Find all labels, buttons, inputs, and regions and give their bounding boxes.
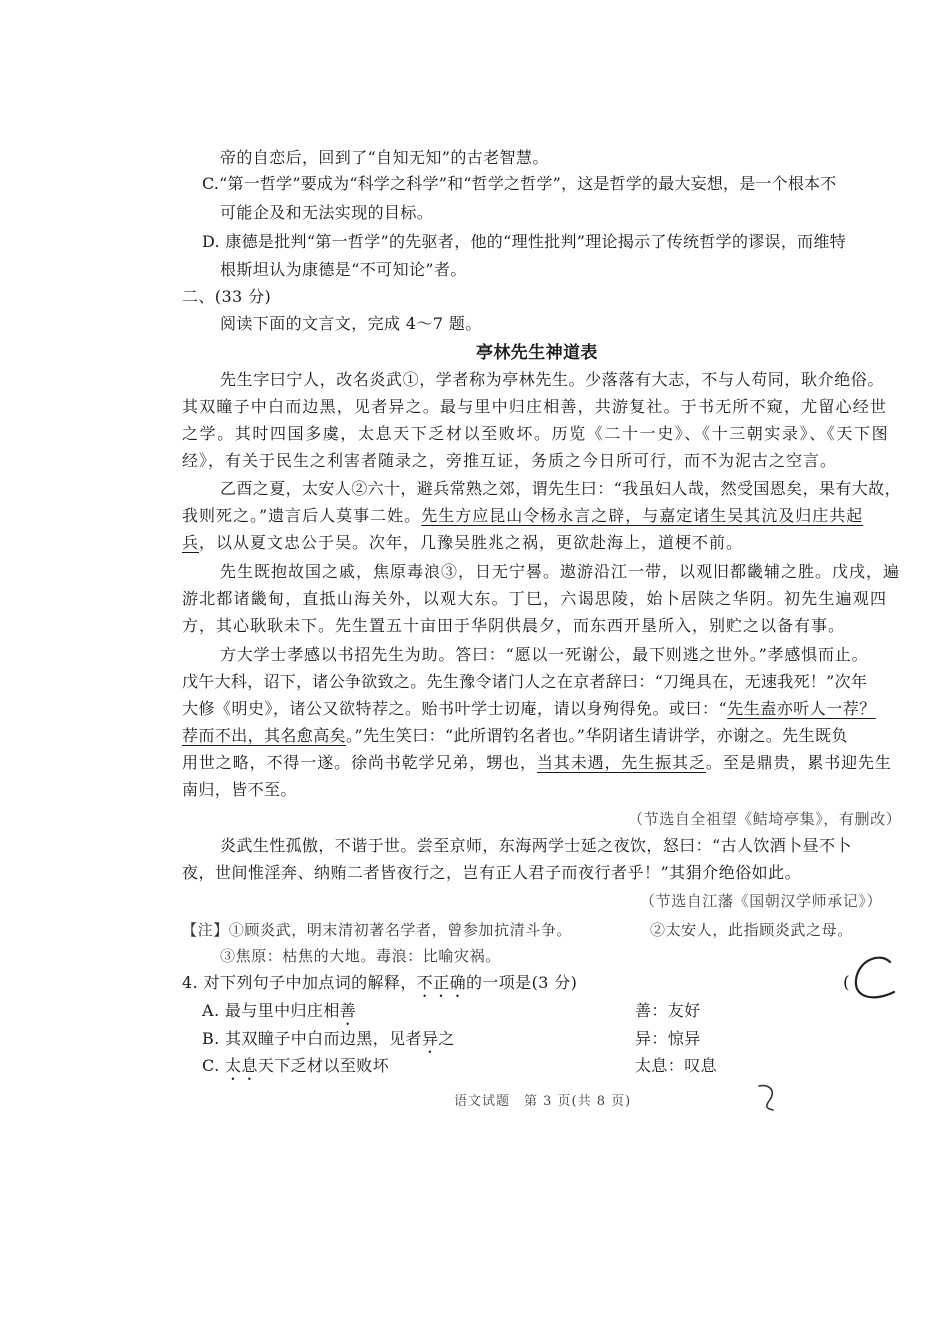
passage-p1-line1: 先生字曰宁人，改名炎武①，学者称为亭林先生。少落落有大志，不与人苟同，耿介绝俗。	[220, 370, 885, 389]
underlined-sentence-2b: 荐而不出，其名愈高矣	[182, 726, 347, 745]
question-4-stem	[182, 970, 577, 1001]
question-text: 的一项是(3 分)	[465, 973, 578, 992]
passage-p4-line2: 戊午大科，诏下，诸公争欲致之。先生豫令诸门人之在京者辞曰：“刀绳具在，无速我死！”次年	[182, 672, 868, 691]
passage-text: 用世之略，不得一遂。徐尚书乾学兄弟，甥也，	[182, 753, 537, 772]
option-c-gloss: 太息：叹息	[635, 1056, 718, 1075]
pen-scribble-mark	[755, 1080, 785, 1114]
page-footer: 语文试题 第 3 页(共 8 页)	[454, 1094, 632, 1109]
passage-p4-line1: 方大学士孝感以书招先生为助。答曰：“愿以一死谢公，最下则逃之世外。”孝感惧而止。	[220, 645, 869, 664]
underlined-sentence-1b: 兵	[182, 533, 200, 552]
passage-p3-line1: 先生既抱故国之戚，焦原毒浪③，日无宁晷。遨游沿江一带，以观旧都畿辅之胜。戊戌，遍	[220, 562, 901, 581]
passage-p2-line3	[182, 530, 743, 556]
option-text: 之	[438, 1029, 455, 1048]
note-3: ③焦原：枯焦的大地。毒浪：比喻灾祸。	[220, 947, 501, 965]
underlined-sentence-2a: 先生盍亦听人一荐？	[727, 699, 876, 718]
section-instruction: 阅读下面的文言文，完成 4～7 题。	[220, 314, 482, 333]
notes-line1	[182, 917, 572, 943]
passage-text: 大修《明史》，诸公又欲特荐之。贻书叶学士讱庵，请以身殉得免。或曰：“	[182, 699, 728, 718]
passage-p4-line5	[182, 750, 892, 776]
passage-text: 。”先生笑曰：“此所谓钓名者也。”华阴诸生请讲学，亦谢之。先生既负	[346, 726, 848, 745]
passage-p1-line2: 其双瞳子中白而边黑，见者异之。最与里中归庄相善，共游复社。于书无所不窥，尤留心经世	[182, 397, 888, 416]
passage-p2-line2	[182, 503, 863, 529]
passage-p5-line1: 炎武生性孤傲，不谐于世。尝至京师，东海两学士延之夜饮，怒曰：“古人饮酒卜昼不卜	[220, 836, 852, 855]
passage-text: ，以从夏文忠公于吴。次年，几豫吴胜兆之祸，更欲赴海上，道梗不前。	[199, 533, 744, 552]
option-b-continuation: 帝的自恋后，回到了“自知无知”的古老智慧。	[220, 148, 549, 167]
passage-p4-line6: 南归，皆不至。	[182, 780, 297, 799]
passage-p3-line2: 游北都诸畿甸，直抵山海关外，以观大东。丁巳，六谒思陵，始卜居陕之华阴。初先生遍观四	[182, 589, 888, 608]
note-2: ②太安人，此指顾炎武之母。	[650, 921, 853, 939]
option-a-gloss: 善：友好	[635, 1001, 701, 1020]
passage-text: 。至是鼎贵，累书迎先生	[705, 753, 892, 772]
passage-p4-line4	[182, 723, 848, 749]
passage-p2-line1: 乙酉之夏，太安人②六十，避兵常熟之郊，谓先生曰：“我虽妇人哉，然受国恩矣，果有大故，	[220, 479, 901, 498]
passage-p4-line3	[182, 696, 876, 722]
option-a	[202, 998, 356, 1029]
note-1: ①顾炎武，明末清初著名学者，曾参加抗清斗争。	[228, 921, 573, 939]
passage-p5-line2: 夜，世间惟淫奔、纳贿二者皆夜行之，岂有正人君子而夜行者乎！”其狷介绝俗如此。	[182, 863, 802, 882]
option-text: A. 最与里中归庄相	[202, 1001, 340, 1020]
option-c-line1: C.“第一哲学”要成为“科学之科学”和“哲学之哲学”，这是哲学的最大妄想，是一个根本不	[202, 174, 837, 193]
option-text: C.	[202, 1056, 226, 1075]
section-header: 二、(33 分)	[182, 287, 272, 306]
passage-title: 亭林先生神道表	[476, 343, 598, 363]
notes-label: 【注】	[182, 921, 229, 939]
option-c-line2: 可能企及和无法实现的目标。	[220, 203, 434, 222]
passage-p3-line3: 方，其心耿耿未下。先生置五十亩田于华阴供晨夕，而东西开垦所入，别贮之以备有事。	[182, 616, 846, 635]
handwritten-answer-c	[850, 952, 902, 1004]
source-citation-1: （节选自全祖望《鲒埼亭集》，有删改）	[628, 810, 902, 828]
option-text: 天下乏材以至败坏	[257, 1056, 390, 1075]
option-d-line2: 根斯坦认为康德是“不可知论”者。	[220, 260, 467, 279]
dotted-word: 异	[421, 1029, 439, 1048]
option-text: B. 其双瞳子中白而边黑，见者	[202, 1029, 422, 1048]
option-b-gloss: 异：惊异	[635, 1029, 701, 1048]
dotted-word: 太息	[225, 1056, 258, 1075]
answer-paren: (	[843, 973, 851, 993]
passage-p1-line4: 经》，有关于民生之利害者随录之，旁推互证，务质之今日所可行，而不为泥古之空言。	[182, 451, 838, 470]
dotted-word: 善	[339, 1001, 357, 1020]
option-d-line1: D. 康德是批判“第一哲学”的先驱者，他的“理性批判”理论揭示了传统哲学的谬误，而维特	[202, 232, 847, 251]
emphasized-not-correct: 不正确	[416, 973, 466, 992]
option-c	[202, 1053, 389, 1084]
question-text: 4. 对下列句子中加点词的解释，	[182, 973, 417, 992]
passage-p1-line3: 之学。其时四国多虞，太息天下乏材以至败坏。历览《二十一史》、《十三朝实录》、《天下图	[182, 424, 890, 443]
passage-text: 我则死之。”遗言后人莫事二姓。	[182, 506, 422, 525]
source-citation-2: （节选自江藩《国朝汉学师承记》）	[640, 892, 883, 910]
underlined-sentence-1a: 先生方应昆山令杨永言之辟，与嘉定诸生吴其沆及归庄共起	[421, 506, 864, 525]
underlined-sentence-3: 当其未遇，先生振其乏	[536, 753, 706, 772]
